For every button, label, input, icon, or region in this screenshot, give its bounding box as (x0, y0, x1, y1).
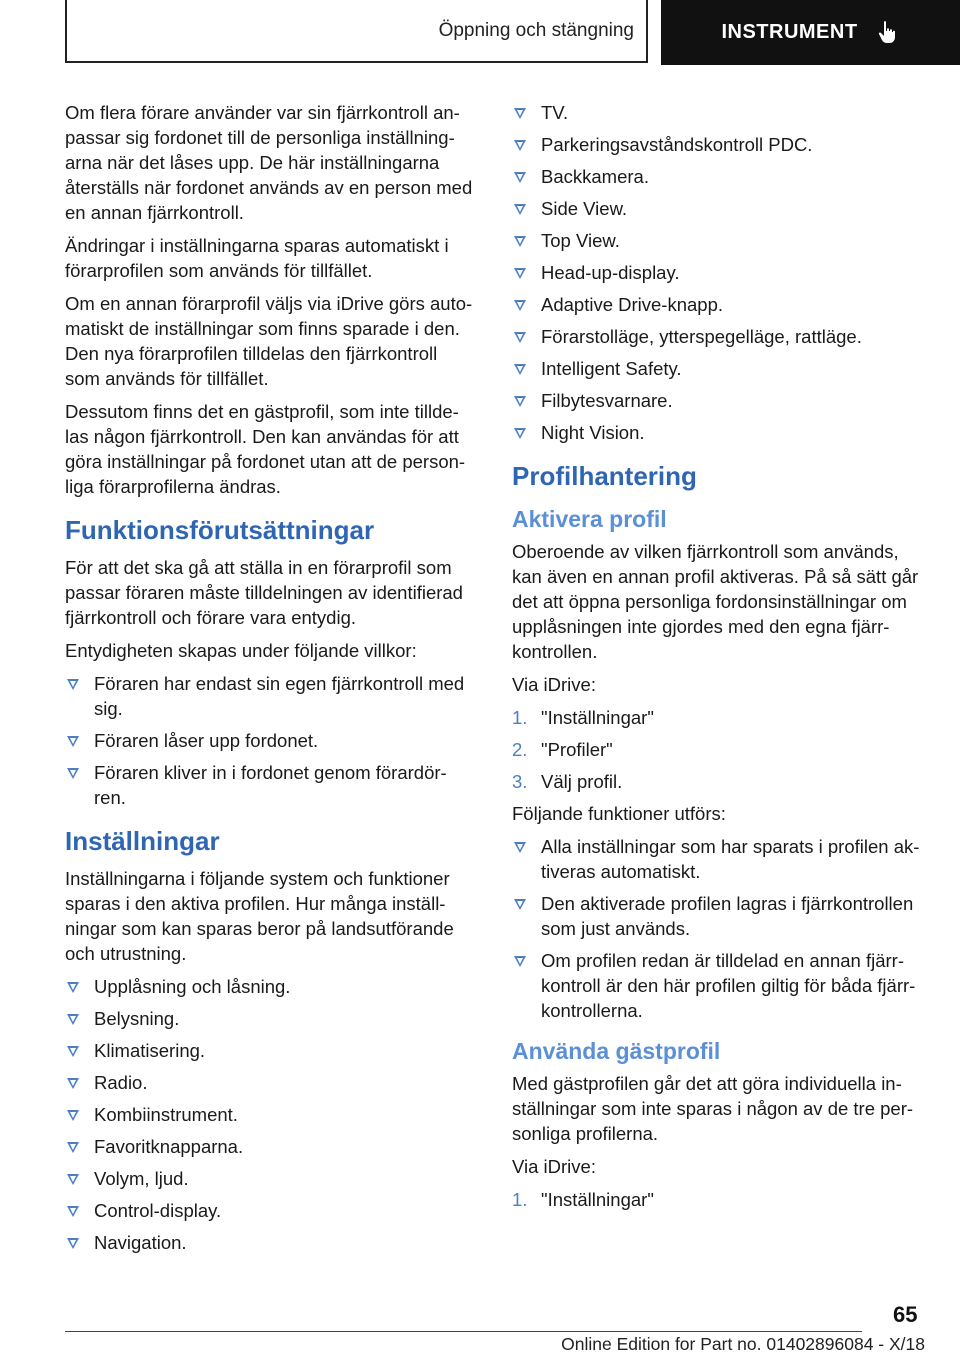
paragraph: Oberoende av vilken fjärrkontroll som används, kan även en annan profil aktiveras. På så sätt går det att öppna personliga fordonsinställningar om upplåsningen inte gjordes med den egna fjärr‐ kontrollen. (512, 541, 919, 662)
list-item: Filbytesvarnare. (512, 388, 924, 413)
list-item: Föraren kliver in i fordonet genom förardör‐ ren. (65, 760, 477, 810)
triangle-bullet-icon (514, 236, 526, 247)
intro-paragraph: Dessutom finns det en gästprofil, som inte tillde‐ las någon fjärrkontroll. Den kan användas för att göra inställningar på fordonet utan att de person‐ liga förarprofilerna ändras. (65, 401, 466, 497)
step-item: 2. "Profiler" (512, 739, 613, 760)
list-item: Volym, ljud. (65, 1166, 477, 1191)
triangle-bullet-icon (514, 268, 526, 279)
list-item: Parkeringsavståndskontroll PDC. (512, 132, 924, 157)
list-item: Favoritknapparna. (65, 1134, 477, 1159)
via-idrive-label: Via iDrive: (512, 674, 596, 695)
triangle-bullet-icon (67, 1046, 79, 1057)
triangle-bullet-icon (67, 736, 79, 747)
paragraph: Entydigheten skapas under följande villkor: (65, 640, 417, 661)
right-column (512, 100, 924, 1219)
triangle-bullet-icon (67, 1110, 79, 1121)
list-item: Om profilen redan är tilldelad en annan fjärr‐ kontroll är den här profilen giltig för båda fjärr‐ kontrollerna. (512, 948, 924, 1023)
heading-funktionsforutsattningar: Funktionsförutsättningar (65, 515, 375, 545)
settings-list (65, 974, 477, 1255)
list-item: Den aktiverade profilen lagras i fjärrkontrollen som just används. (512, 891, 924, 941)
triangle-bullet-icon (514, 300, 526, 311)
section-tab (65, 0, 648, 63)
list-item: Föraren har endast sin egen fjärrkontroll med sig. (65, 671, 477, 721)
list-item: Föraren låser upp fordonet. (65, 728, 477, 753)
heading-anvanda-gastprofil: Använda gästprofil (512, 1038, 721, 1064)
condition-list (65, 671, 477, 810)
list-item: Night Vision. (512, 420, 924, 445)
list-item: Alla inställningar som har sparats i profilen ak‐ tiveras automatiskt. (512, 834, 924, 884)
triangle-bullet-icon (514, 428, 526, 439)
footer-divider (65, 1331, 862, 1332)
triangle-bullet-icon (67, 982, 79, 993)
chapter-title: INSTRUMENT (721, 21, 858, 43)
paragraph: Inställningarna i följande system och funktioner sparas i den aktiva profilen. Hur många inställ‐ ningar som kan sparas beror på landsutförande och utrustning. (65, 868, 454, 964)
step-item: 1. "Inställningar" (512, 1189, 654, 1210)
list-item: Control-display. (65, 1198, 477, 1223)
paragraph: För att det ska gå att ställa in en förarprofil som passar föraren måste tilldelningen av identifierad fjärrkontroll och förare vara entydig. (65, 557, 463, 628)
triangle-bullet-icon (514, 842, 526, 853)
chapter-tab (661, 0, 960, 65)
activate-steps (512, 705, 924, 794)
list-item: Kombiinstrument. (65, 1102, 477, 1127)
paragraph: Följande funktioner utförs: (512, 803, 726, 824)
list-item: Head-up-display. (512, 260, 924, 285)
triangle-bullet-icon (514, 396, 526, 407)
triangle-bullet-icon (67, 679, 79, 690)
triangle-bullet-icon (514, 204, 526, 215)
triangle-bullet-icon (67, 1014, 79, 1025)
function-list (512, 834, 924, 1023)
step-item: 3. Välj profil. (512, 771, 623, 792)
list-item: Top View. (512, 228, 924, 253)
footer-edition: Online Edition for Part no. 01402896084 - X/18 (561, 1334, 925, 1354)
list-item: Upplåsning och låsning. (65, 974, 477, 999)
guest-steps (512, 1187, 924, 1212)
intro-paragraph: Om en annan förarprofil väljs via iDrive görs auto‐ matiskt de inställningar som finns sparade i den. Den nya förarprofilen tilldelas den fjärrkontroll som används för tillfället. (65, 293, 473, 389)
page-number: 65 (893, 1302, 918, 1327)
list-item: Radio. (65, 1070, 477, 1095)
triangle-bullet-icon (514, 899, 526, 910)
section-title: Öppning och stängning (438, 19, 634, 41)
list-item: Belysning. (65, 1006, 477, 1031)
triangle-bullet-icon (67, 1206, 79, 1217)
heading-aktivera-profil: Aktivera profil (512, 506, 667, 532)
triangle-bullet-icon (514, 172, 526, 183)
triangle-bullet-icon (67, 1078, 79, 1089)
settings-list-continued (512, 100, 924, 445)
step-item: 1. "Inställningar" (512, 707, 654, 728)
heading-installningar: Inställningar (65, 826, 220, 856)
list-item: Backkamera. (512, 164, 924, 189)
page-header (0, 0, 960, 66)
triangle-bullet-icon (514, 332, 526, 343)
hand-pointer-icon (876, 20, 900, 46)
triangle-bullet-icon (514, 364, 526, 375)
left-column (65, 100, 477, 1262)
triangle-bullet-icon (67, 768, 79, 779)
list-item: Side View. (512, 196, 924, 221)
triangle-bullet-icon (67, 1238, 79, 1249)
triangle-bullet-icon (514, 108, 526, 119)
triangle-bullet-icon (514, 956, 526, 967)
list-item: TV. (512, 100, 924, 125)
intro-paragraph: Om flera förare använder var sin fjärrkontroll an‐ passar sig fordonet till de personliga inställning‐ arna när det låses upp. De här inställningarna återställs när fordonet används av en person med en annan fjärrkontroll. (65, 102, 473, 223)
via-idrive-label: Via iDrive: (512, 1156, 596, 1177)
triangle-bullet-icon (67, 1174, 79, 1185)
list-item: Intelligent Safety. (512, 356, 924, 381)
intro-paragraph: Ändringar i inställningarna sparas automatiskt i förarprofilen som används för tillfället. (65, 235, 449, 281)
triangle-bullet-icon (67, 1142, 79, 1153)
paragraph: Med gästprofilen går det att göra individuella in‐ ställningar som inte sparas i någon av de tre per‐ sonliga profilerna. (512, 1073, 914, 1144)
list-item: Adaptive Drive-knapp. (512, 292, 924, 317)
list-item: Förarstolläge, ytterspegelläge, rattläge. (512, 324, 924, 349)
list-item: Navigation. (65, 1230, 477, 1255)
heading-profilhantering: Profilhantering (512, 461, 697, 491)
list-item: Klimatisering. (65, 1038, 477, 1063)
triangle-bullet-icon (514, 140, 526, 151)
